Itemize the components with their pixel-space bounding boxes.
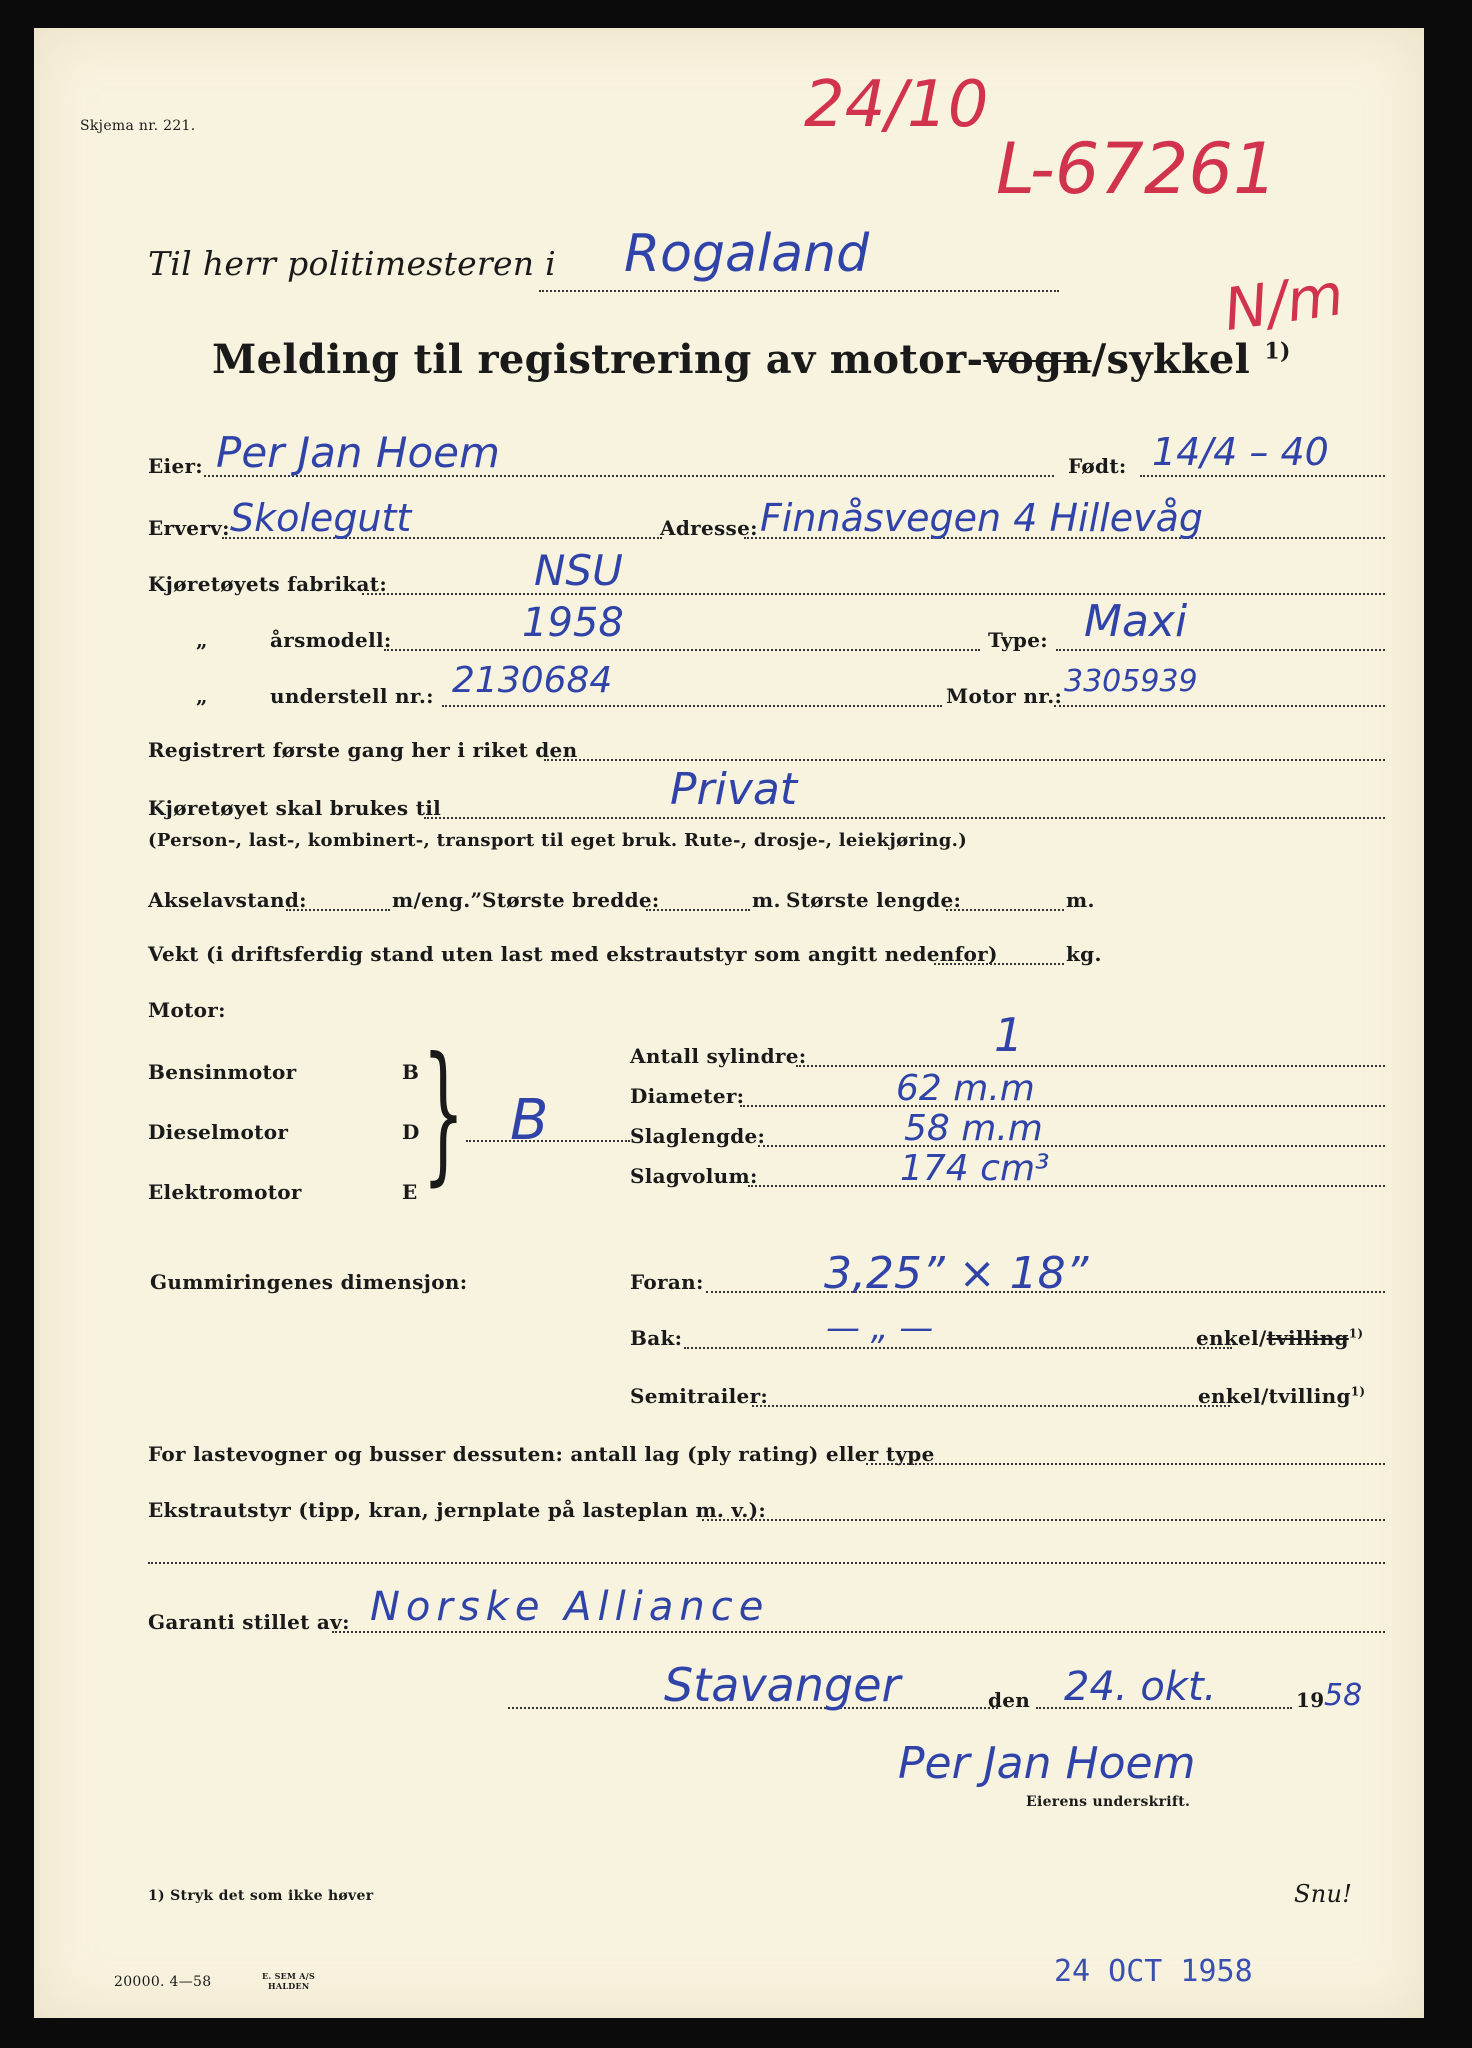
slaglengde-value: 58 m.m <box>904 1108 1043 1149</box>
motor-selected-value: B <box>510 1088 549 1153</box>
sylindre-line <box>796 1065 1385 1067</box>
motor-type-name: Elektromotor <box>148 1180 302 1204</box>
bak-suffix: enkel/tvilling$^{1)}$ <box>1196 1326 1364 1350</box>
understell-value: 2130684 <box>452 660 613 701</box>
vekt-unit: kg. <box>1066 942 1102 966</box>
erverv-label: Erverv: <box>148 516 230 540</box>
motor-type-code: B <box>402 1060 420 1084</box>
diameter-value: 62 m.m <box>896 1068 1035 1109</box>
arsmodell-label: årsmodell: <box>270 628 392 652</box>
erverv-value: Skolegutt <box>230 496 412 540</box>
semitrailer-line <box>752 1405 1230 1407</box>
fodt-value: 14/4 – 40 <box>1152 430 1329 474</box>
registrert-line <box>544 759 1385 761</box>
arsmodell-value: 1958 <box>522 600 624 646</box>
ekstrautstyr-line <box>702 1519 1385 1521</box>
bredde-unit: m. <box>752 888 781 912</box>
foran-label: Foran: <box>630 1270 704 1294</box>
addressee-value: Rogaland <box>624 224 870 284</box>
bredde-line <box>646 909 750 911</box>
eier-value: Per Jan Hoem <box>216 428 500 477</box>
den-label: den <box>988 1688 1031 1712</box>
form-number: Skjema nr. 221. <box>80 118 196 134</box>
aksel-label: Akselavstand: <box>148 888 307 912</box>
signing-date: 24. okt. <box>1064 1664 1217 1710</box>
lastevogner-line <box>866 1463 1385 1465</box>
arsmodell-line <box>384 649 980 651</box>
foran-value: 3,25” × 18” <box>824 1248 1089 1299</box>
bak-label: Bak: <box>630 1326 683 1350</box>
bruk-value: Privat <box>670 764 798 815</box>
understell-line <box>442 705 942 707</box>
adresse-value: Finnåsvegen 4 Hillevåg <box>760 496 1203 540</box>
year-prefix: 19 <box>1296 1688 1325 1712</box>
vekt-line <box>934 963 1064 965</box>
adresse-label: Adresse: <box>660 516 758 540</box>
footnote-text: 1) Stryk det som ikke høver <box>148 1888 374 1904</box>
printer-code: 20000. 4—58 <box>114 1974 212 1990</box>
red-registration-number: L-67261 <box>996 128 1278 210</box>
fabrikat-value: NSU <box>534 546 623 595</box>
eier-label: Eier: <box>148 454 203 478</box>
motor-type-name: Dieselmotor <box>148 1120 289 1144</box>
ditto-2: „ <box>196 684 208 708</box>
slagvolum-value: 174 cm³ <box>900 1148 1050 1189</box>
motor-nr-line <box>1054 705 1385 707</box>
ditto-1: „ <box>196 628 208 652</box>
signing-place: Stavanger <box>664 1658 901 1712</box>
printer-city: HALDEN <box>268 1981 310 1991</box>
type-label: Type: <box>988 628 1048 652</box>
form-title: Melding til registrering av motor-vogn/sykkel $^{1)}$ <box>212 336 1291 383</box>
fabrikat-label: Kjøretøyets fabrikat: <box>148 572 388 596</box>
slagvolum-line <box>748 1185 1385 1187</box>
garanti-line <box>332 1631 1385 1633</box>
bak-value: — „ — <box>826 1308 934 1348</box>
bruk-label: Kjøretøyet skal brukes til <box>148 796 442 820</box>
aksel-unit: m/eng.” <box>392 888 483 912</box>
understell-label: understell nr.: <box>270 684 434 708</box>
type-line <box>1056 649 1385 651</box>
slaglengde-line <box>758 1145 1385 1147</box>
lengde-label: Største lengde: <box>786 888 962 912</box>
owner-signature: Per Jan Hoem <box>898 1738 1196 1789</box>
bruk-note: (Person-, last-, kombinert-, transport til eget bruk. Rute-, drosje-, leiekjøring.) <box>148 830 968 851</box>
red-initials: N/m <box>1219 260 1348 344</box>
garanti-value: Norske Alliance <box>370 1584 770 1630</box>
bruk-line <box>424 817 1385 819</box>
semitrailer-label: Semitrailer: <box>630 1384 769 1408</box>
garanti-label: Garanti stillet av: <box>148 1610 350 1634</box>
signature-label: Eierens underskrift. <box>1026 1794 1191 1810</box>
snu-text: Snu! <box>1294 1880 1353 1908</box>
motor-nr-value: 3305939 <box>1064 664 1198 699</box>
registrert-label: Registrert første gang her i riket den <box>148 738 578 762</box>
sylindre-value: 1 <box>994 1008 1024 1062</box>
year-suffix: 58 <box>1324 1678 1363 1713</box>
addressee-label: Til herr politimesteren i <box>148 244 556 283</box>
fabrikat-line <box>362 593 1385 595</box>
lengde-unit: m. <box>1066 888 1095 912</box>
form-paper <box>34 28 1424 2018</box>
printer-name: E. SEM A/S <box>262 1971 316 1981</box>
semitrailer-suffix: enkel/tvilling$^{1)}$ <box>1198 1384 1366 1408</box>
aksel-line <box>286 909 390 911</box>
type-value: Maxi <box>1084 596 1188 647</box>
vekt-label: Vekt (i driftsferdig stand uten last med ekstrautstyr som angitt nedenfor) <box>148 942 998 966</box>
motor-heading: Motor: <box>148 998 226 1022</box>
red-date-mark: 24/10 <box>804 68 989 142</box>
motor-nr-label: Motor nr.: <box>946 684 1063 708</box>
fodt-label: Født: <box>1068 454 1127 478</box>
ekstrautstyr-line-2 <box>148 1562 1385 1564</box>
motor-type-name: Bensinmotor <box>148 1060 297 1084</box>
slagvolum-label: Slagvolum: <box>630 1164 758 1188</box>
addressee-line <box>539 290 1059 292</box>
motor-type-code: E <box>402 1180 418 1204</box>
diameter-line <box>740 1105 1385 1107</box>
bredde-label: Største bredde: <box>482 888 660 912</box>
motor-type-code: D <box>402 1120 420 1144</box>
tyres-label: Gummiringenes dimensjon: <box>150 1270 468 1294</box>
diameter-label: Diameter: <box>630 1084 745 1108</box>
fodt-line <box>1140 475 1385 477</box>
slaglengde-label: Slaglengde: <box>630 1124 766 1148</box>
motor-brace: } <box>422 1026 465 1200</box>
received-date-stamp: 24 OCT 1958 <box>1054 1954 1253 1989</box>
ekstrautstyr-label: Ekstrautstyr (tipp, kran, jernplate på lasteplan m. v.): <box>148 1498 767 1522</box>
bak-line <box>684 1347 1232 1349</box>
lastevogner-label: For lastevogner og busser dessuten: antall lag (ply rating) eller type <box>148 1442 935 1466</box>
sylindre-label: Antall sylindre: <box>630 1044 807 1068</box>
lengde-line <box>946 909 1064 911</box>
